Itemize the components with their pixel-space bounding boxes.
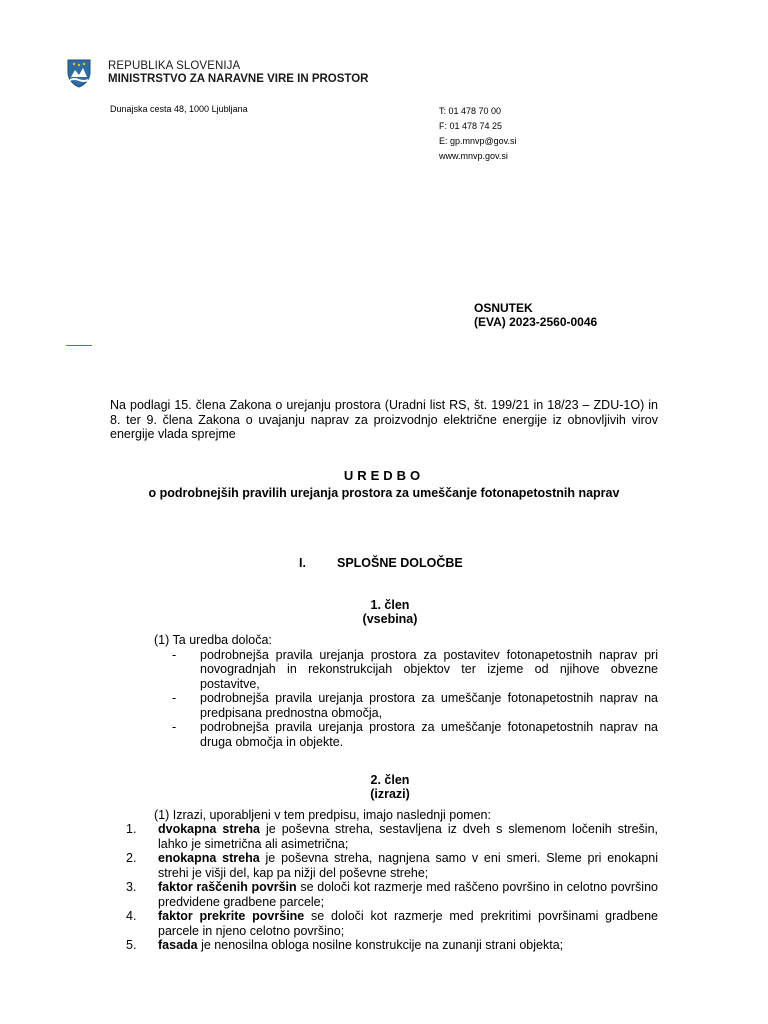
- term: enokapna streha: [158, 851, 260, 865]
- document-subtitle: o podrobnejših pravilih urejanja prostora za umeščanje fotonapetostnih naprav: [148, 486, 620, 500]
- definition-item: 2. enokapna streha je poševna streha, nagnjena samo v eni smeri. Sleme pri enokapni strehi je višji del, kap pa nižji del poševne strehe;: [126, 851, 659, 880]
- email-address: E: gp.mnvp@gov.si: [439, 136, 517, 146]
- letterhead-address: Dunajska cesta 48, 1000 Ljubljana: [110, 104, 248, 114]
- website: www.mnvp.gov.si: [439, 151, 508, 161]
- article-1-heading: [280, 598, 500, 626]
- list-item: - podrobnejša pravila urejanja prostora za umeščanje fotonapetostnih naprav na druga območja in objekte.: [172, 720, 658, 749]
- legal-basis-paragraph: Na podlagi 15. člena Zakona o urejanju prostora (Uradni list RS, št. 199/21 in 18/23 – ZDU-1O) in 8. ter 9. člena Zakona o uvajanju naprav za proizvodnjo električne energije iz obnovljivih virov energije vlada sprejme: [110, 398, 658, 441]
- article-1-list: [154, 648, 658, 750]
- chapter-number: I.: [299, 556, 306, 570]
- article-2-name: (izrazi): [370, 787, 410, 801]
- margin-rule: [66, 345, 92, 346]
- coat-of-arms-icon: [66, 58, 92, 88]
- term: faktor prekrite površine: [158, 909, 305, 923]
- list-item: - podrobnejša pravila urejanja prostora za umeščanje fotonapetostnih naprav na predpisana prednostna območja,: [172, 691, 658, 720]
- article-2-number: 2. člen: [370, 773, 410, 787]
- article-1-number: 1. člen: [370, 598, 410, 612]
- chapter-name: SPLOŠNE DOLOČBE: [337, 556, 463, 570]
- article-1-body: [154, 633, 658, 749]
- term: faktor raščenih površin: [158, 880, 297, 894]
- letterhead-ministry: MINISTRSTVO ZA NARAVNE VIRE IN PROSTOR: [108, 73, 369, 85]
- draft-block: [474, 301, 597, 329]
- letterhead-contacts: [439, 104, 517, 164]
- article-1-name: (vsebina): [362, 612, 418, 626]
- article-2-definitions: [126, 822, 658, 953]
- article-1-lead: (1) Ta uredba določa:: [154, 633, 272, 647]
- phone-number: T: 01 478 70 00: [439, 106, 502, 116]
- article-2-lead: (1) Izrazi, uporabljeni v tem predpisu, imajo naslednji pomen:: [154, 808, 491, 822]
- article-2-heading: [280, 773, 500, 801]
- definition-item: 4. faktor prekrite površine se določi kot razmerje med prekritimi površinami gradbene parcele in njeno celotno površino;: [126, 909, 658, 938]
- list-item: - podrobnejša pravila urejanja prostora za postavitev fotonapetostnih naprav pri novogradnjah in rekonstrukcijah objektov ter izjeme od njihove obvezne postavitve,: [172, 647, 658, 691]
- definition-item: 3. faktor raščenih površin se določi kot razmerje med raščeno površino in celotno površino predvidene gradbene parcele;: [126, 880, 658, 909]
- eva-number: (EVA) 2023-2560-0046: [474, 315, 598, 329]
- letterhead-republic: REPUBLIKA SLOVENIJA: [108, 60, 241, 72]
- definition-item: 5. fasada je nenosilna obloga nosilne konstrukcije na zunanji strani objekta;: [126, 938, 564, 952]
- chapter-heading: [299, 556, 463, 570]
- term: dvokapna streha: [158, 822, 260, 836]
- document-title: UREDBO: [343, 468, 425, 483]
- term: fasada: [158, 938, 198, 952]
- draft-label: OSNUTEK: [474, 301, 533, 315]
- fax-number: F: 01 478 74 25: [439, 121, 503, 131]
- definition-item: 1. dvokapna streha je poševna streha, sestavljena iz dveh s slemenom ločenih strešin, lahko je simetrična ali asimetrična;: [126, 822, 659, 851]
